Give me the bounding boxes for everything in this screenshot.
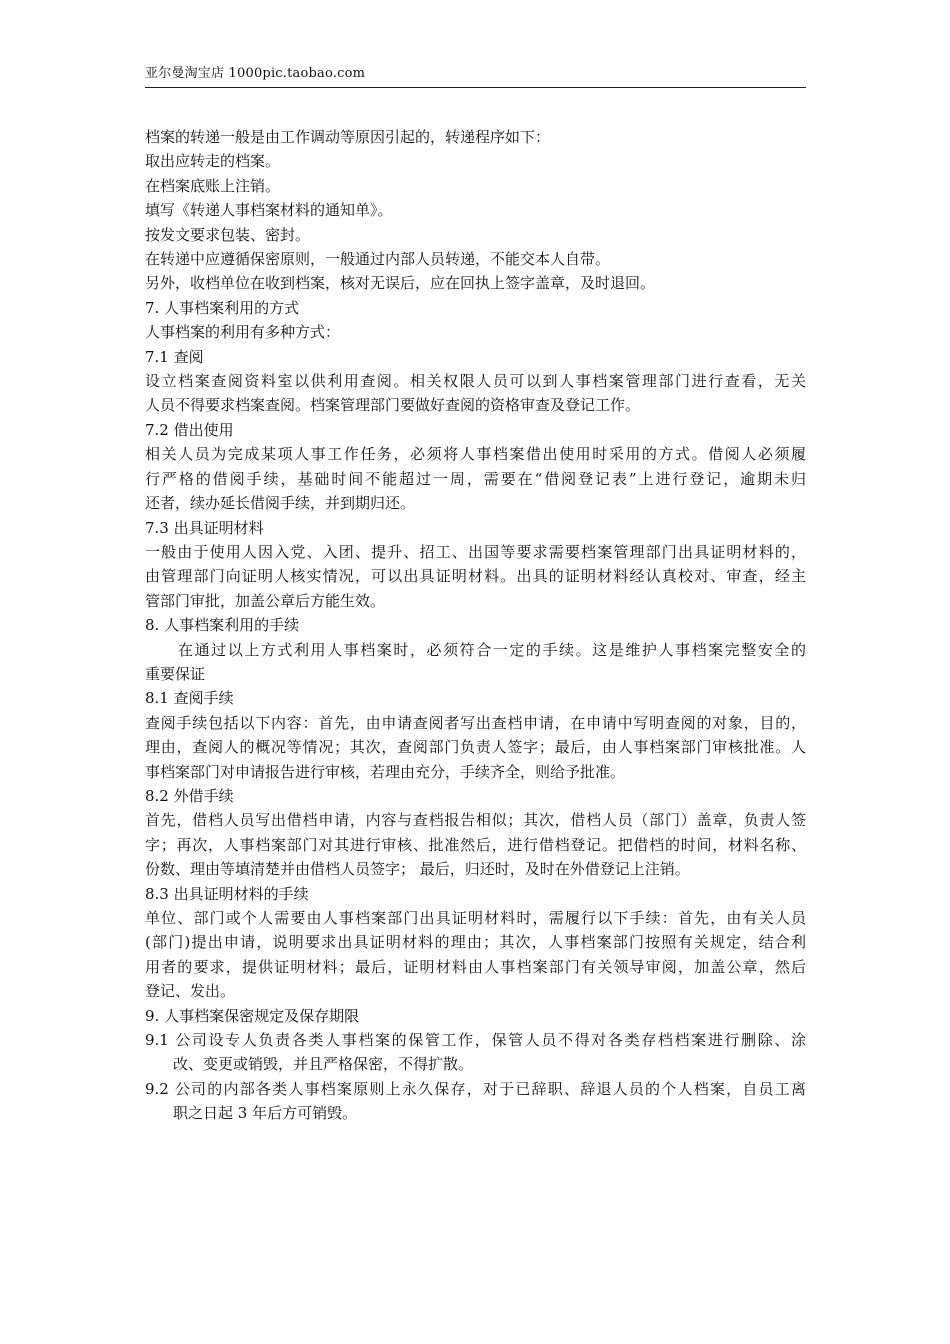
text-line: 字；再次，人事档案部门对其进行审核、批准然后，进行借档登记。把借档的时间，材料名称、 <box>145 835 806 854</box>
text-line: 份数、理由等填清楚并由借档人员签字； 最后，归还时，及时在外借登记上注销。 <box>145 860 690 879</box>
text-line: 另外，收档单位在收到档案，核对无误后，应在回执上签字盖章，及时退回。 <box>145 274 656 293</box>
section-heading: 7. 人事档案利用的方式 <box>145 298 300 317</box>
subsection-heading: 7.2 借出使用 <box>145 420 234 439</box>
text-line: 相关人员为完成某项人事工作任务，必须将人事档案借出使用时采用的方式。借阅人必须履 <box>145 445 806 464</box>
text-line: 设立档案查阅资料室以供利用查阅。相关权限人员可以到人事档案管理部门进行查看，无关 <box>145 372 806 391</box>
list-item-line: 9.1 公司设专人负责各类人事档案的保管工作，保管人员不得对各类存档档案进行删除、涂 <box>145 1031 806 1050</box>
text-line: 事档案部门对申请报告进行审核，若理由充分，手续齐全，则给予批准。 <box>145 762 626 781</box>
text-line: 在通过以上方式利用人事档案时，必须符合一定的手续。这是维护人事档案完整安全的 <box>178 640 806 659</box>
text-line: 行严格的借阅手续，基础时间不能超过一周，需要在“借阅登记表”上进行登记，逾期未归 <box>145 469 806 488</box>
text-line: 重要保证 <box>145 664 206 683</box>
text-line: (部门)提出申请，说明要求出具证明材料的理由；其次，人事档案部门按照有关规定，结合利 <box>145 933 806 952</box>
text-line: 用者的要求，提供证明材料；最后，证明材料由人事档案部门有关领导审阅，加盖公章，然后 <box>145 957 806 976</box>
text-line: 查阅手续包括以下内容：首先，由申请查阅者写出查档申请，在申请中写明查阅的对象，目的， <box>145 713 806 732</box>
section-heading: 9. 人事档案保密规定及保存期限 <box>145 1006 360 1025</box>
subsection-heading: 8.1 查阅手续 <box>145 689 234 708</box>
subsection-heading: 8.2 外借手续 <box>145 786 234 805</box>
text-line: 登记、发出。 <box>145 982 236 1001</box>
text-line: 在转递中应遵循保密原则，一般通过内部人员转递，不能交本人自带。 <box>145 250 611 269</box>
text-line: 档案的转递一般是由工作调动等原因引起的，转递程序如下： <box>145 128 551 146</box>
text-line: 取出应转走的档案。 <box>145 152 281 171</box>
document-body <box>145 125 806 1126</box>
page-header <box>145 63 806 88</box>
subsection-heading: 7.3 出具证明材料 <box>145 518 264 537</box>
text-line: 人员不得要求档案查阅。档案管理部门要做好查阅的资格审查及登记工作。 <box>145 396 641 415</box>
text-line: 一般由于使用人因入党、入团、提升、招工、出国等要求需要档案管理部门出具证明材料的， <box>145 542 806 561</box>
list-item-line: 9.2 公司的内部各类人事档案原则上永久保存，对于已辞职、辞退人员的个人档案，自员工离 <box>145 1079 806 1098</box>
text-line: 人事档案的利用有多种方式： <box>145 323 341 342</box>
text-line: 理由，查阅人的概况等情况；其次，查阅部门负责人签字；最后，由人事档案部门审核批准。人 <box>145 738 806 757</box>
text-line: 单位、部门或个人需要由人事档案部门出具证明材料时，需履行以下手续：首先，由有关人员 <box>145 909 806 927</box>
text-line: 按发文要求包装、密封。 <box>145 225 311 244</box>
text-line: 在档案底账上注销。 <box>145 176 281 195</box>
list-item-line: 改、变更或销毁，并且严格保密，不得扩散。 <box>173 1055 474 1074</box>
text-line: 填写《转递人事档案材料的通知单》。 <box>145 201 393 220</box>
text-line: 首先，借档人员写出借档申请，内容与查档报告相似；其次，借档人员（部门）盖章，负责人签 <box>145 811 806 830</box>
text-line: 还者，续办延长借阅手续，并到期归还。 <box>145 494 416 513</box>
subsection-heading: 8.3 出具证明材料的手续 <box>145 884 309 903</box>
section-heading: 8. 人事档案利用的手续 <box>145 616 300 635</box>
subsection-heading: 7.1 查阅 <box>145 347 204 366</box>
header-text: 亚尔曼淘宝店 1000pic.taobao.com <box>145 66 366 81</box>
list-item-line: 职之日起 3 年后方可销毁。 <box>173 1104 358 1123</box>
text-line: 管部门审批，加盖公章后方能生效。 <box>145 591 386 610</box>
text-line: 由管理部门向证明人核实情况，可以出具证明材料。出具的证明材料经认真校对、审查，经主 <box>145 567 806 586</box>
